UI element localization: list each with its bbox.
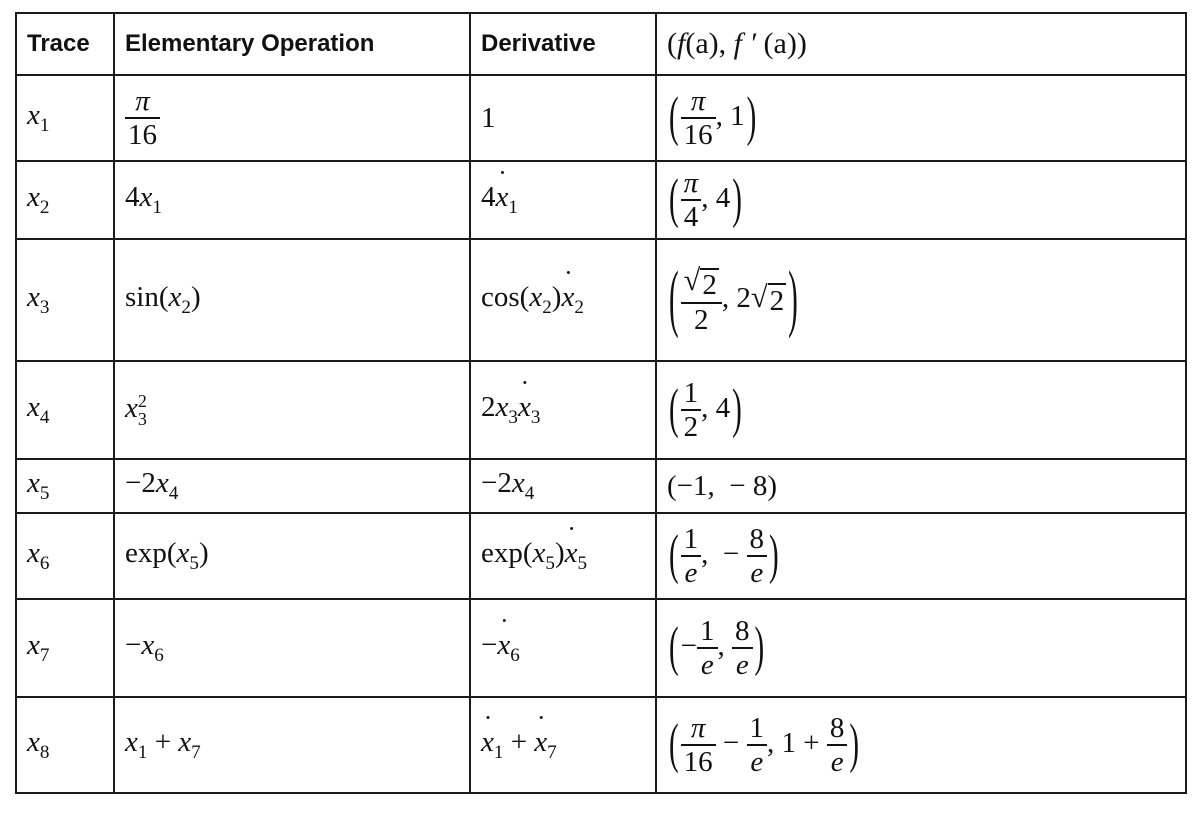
operation-cell: $x_1 + x_7$	[114, 697, 470, 793]
value-cell: ( $\frac{\pi}{4}$ , 4)	[656, 161, 1186, 239]
operation-cell: x 2 3	[114, 361, 470, 459]
table-row	[16, 239, 1186, 361]
trace-cell: $x_1$	[16, 75, 114, 161]
trace-cell: $x_2$	[16, 161, 114, 239]
derivative-cell: $\cos(x_2)x$ $˙_2$	[470, 239, 656, 361]
header-row	[16, 13, 1186, 75]
table-row	[16, 697, 1186, 793]
value-cell: ( $\frac{\pi}{16}$ , 1)	[656, 75, 1186, 161]
table-row	[16, 599, 1186, 697]
table-row	[16, 161, 1186, 239]
table-row	[16, 459, 1186, 513]
operation-cell: $-x_6$	[114, 599, 470, 697]
value-cell: ( $\frac{1}{e}$ , − $\frac{8}{e}$ )	[656, 513, 1186, 599]
derivative-cell: −x $˙_6$	[470, 599, 656, 697]
table-row	[16, 513, 1186, 599]
table-row	[16, 75, 1186, 161]
trace-cell: $x_6$	[16, 513, 114, 599]
value-cell: ( $\frac{\pi}{16}$ − $\frac{1}{e}$ , 1 + $\frac{8}{e}$ )	[656, 697, 1186, 793]
derivative-cell: −2x $˙_4$	[470, 459, 656, 513]
fraction: $\frac{\pi}{16}$	[125, 86, 160, 151]
value-cell: (−1, − 8)	[656, 459, 1186, 513]
value-cell: ( √ 2 2 , 2 √ 2 )	[656, 239, 1186, 361]
header-value-pair: (f(a), f ′ (a))	[656, 13, 1186, 75]
derivative-cell: $2x_3x$ $˙_3$	[470, 361, 656, 459]
operation-cell	[114, 75, 470, 161]
derivative-cell: 4x $˙_1$	[470, 161, 656, 239]
operation-cell: $\exp(x_5)$	[114, 513, 470, 599]
autodiff-trace-table	[15, 12, 1187, 794]
operation-cell: $\sin(x_2)$	[114, 239, 470, 361]
header-trace: Trace	[16, 13, 114, 75]
operation-cell: $4x_1$	[114, 161, 470, 239]
derivative-cell: x $˙_1 + x$ $˙_7$	[470, 697, 656, 793]
header-derivative: Derivative	[470, 13, 656, 75]
trace-cell: $x_3$	[16, 239, 114, 361]
derivative-cell: $\exp(x_5)x$ $˙_5$	[470, 513, 656, 599]
value-cell: (− $\frac{1}{e}$ , $\frac{8}{e}$ )	[656, 599, 1186, 697]
operation-cell: $-2x_4$	[114, 459, 470, 513]
derivative-cell: 1	[470, 75, 656, 161]
value-cell: ( $\frac{1}{2}$ , 4)	[656, 361, 1186, 459]
trace-cell: $x_7$	[16, 599, 114, 697]
trace-cell: $x_5$	[16, 459, 114, 513]
trace-cell: $x_8$	[16, 697, 114, 793]
header-operation: Elementary Operation	[114, 13, 470, 75]
trace-cell: $x_4$	[16, 361, 114, 459]
table-row	[16, 361, 1186, 459]
